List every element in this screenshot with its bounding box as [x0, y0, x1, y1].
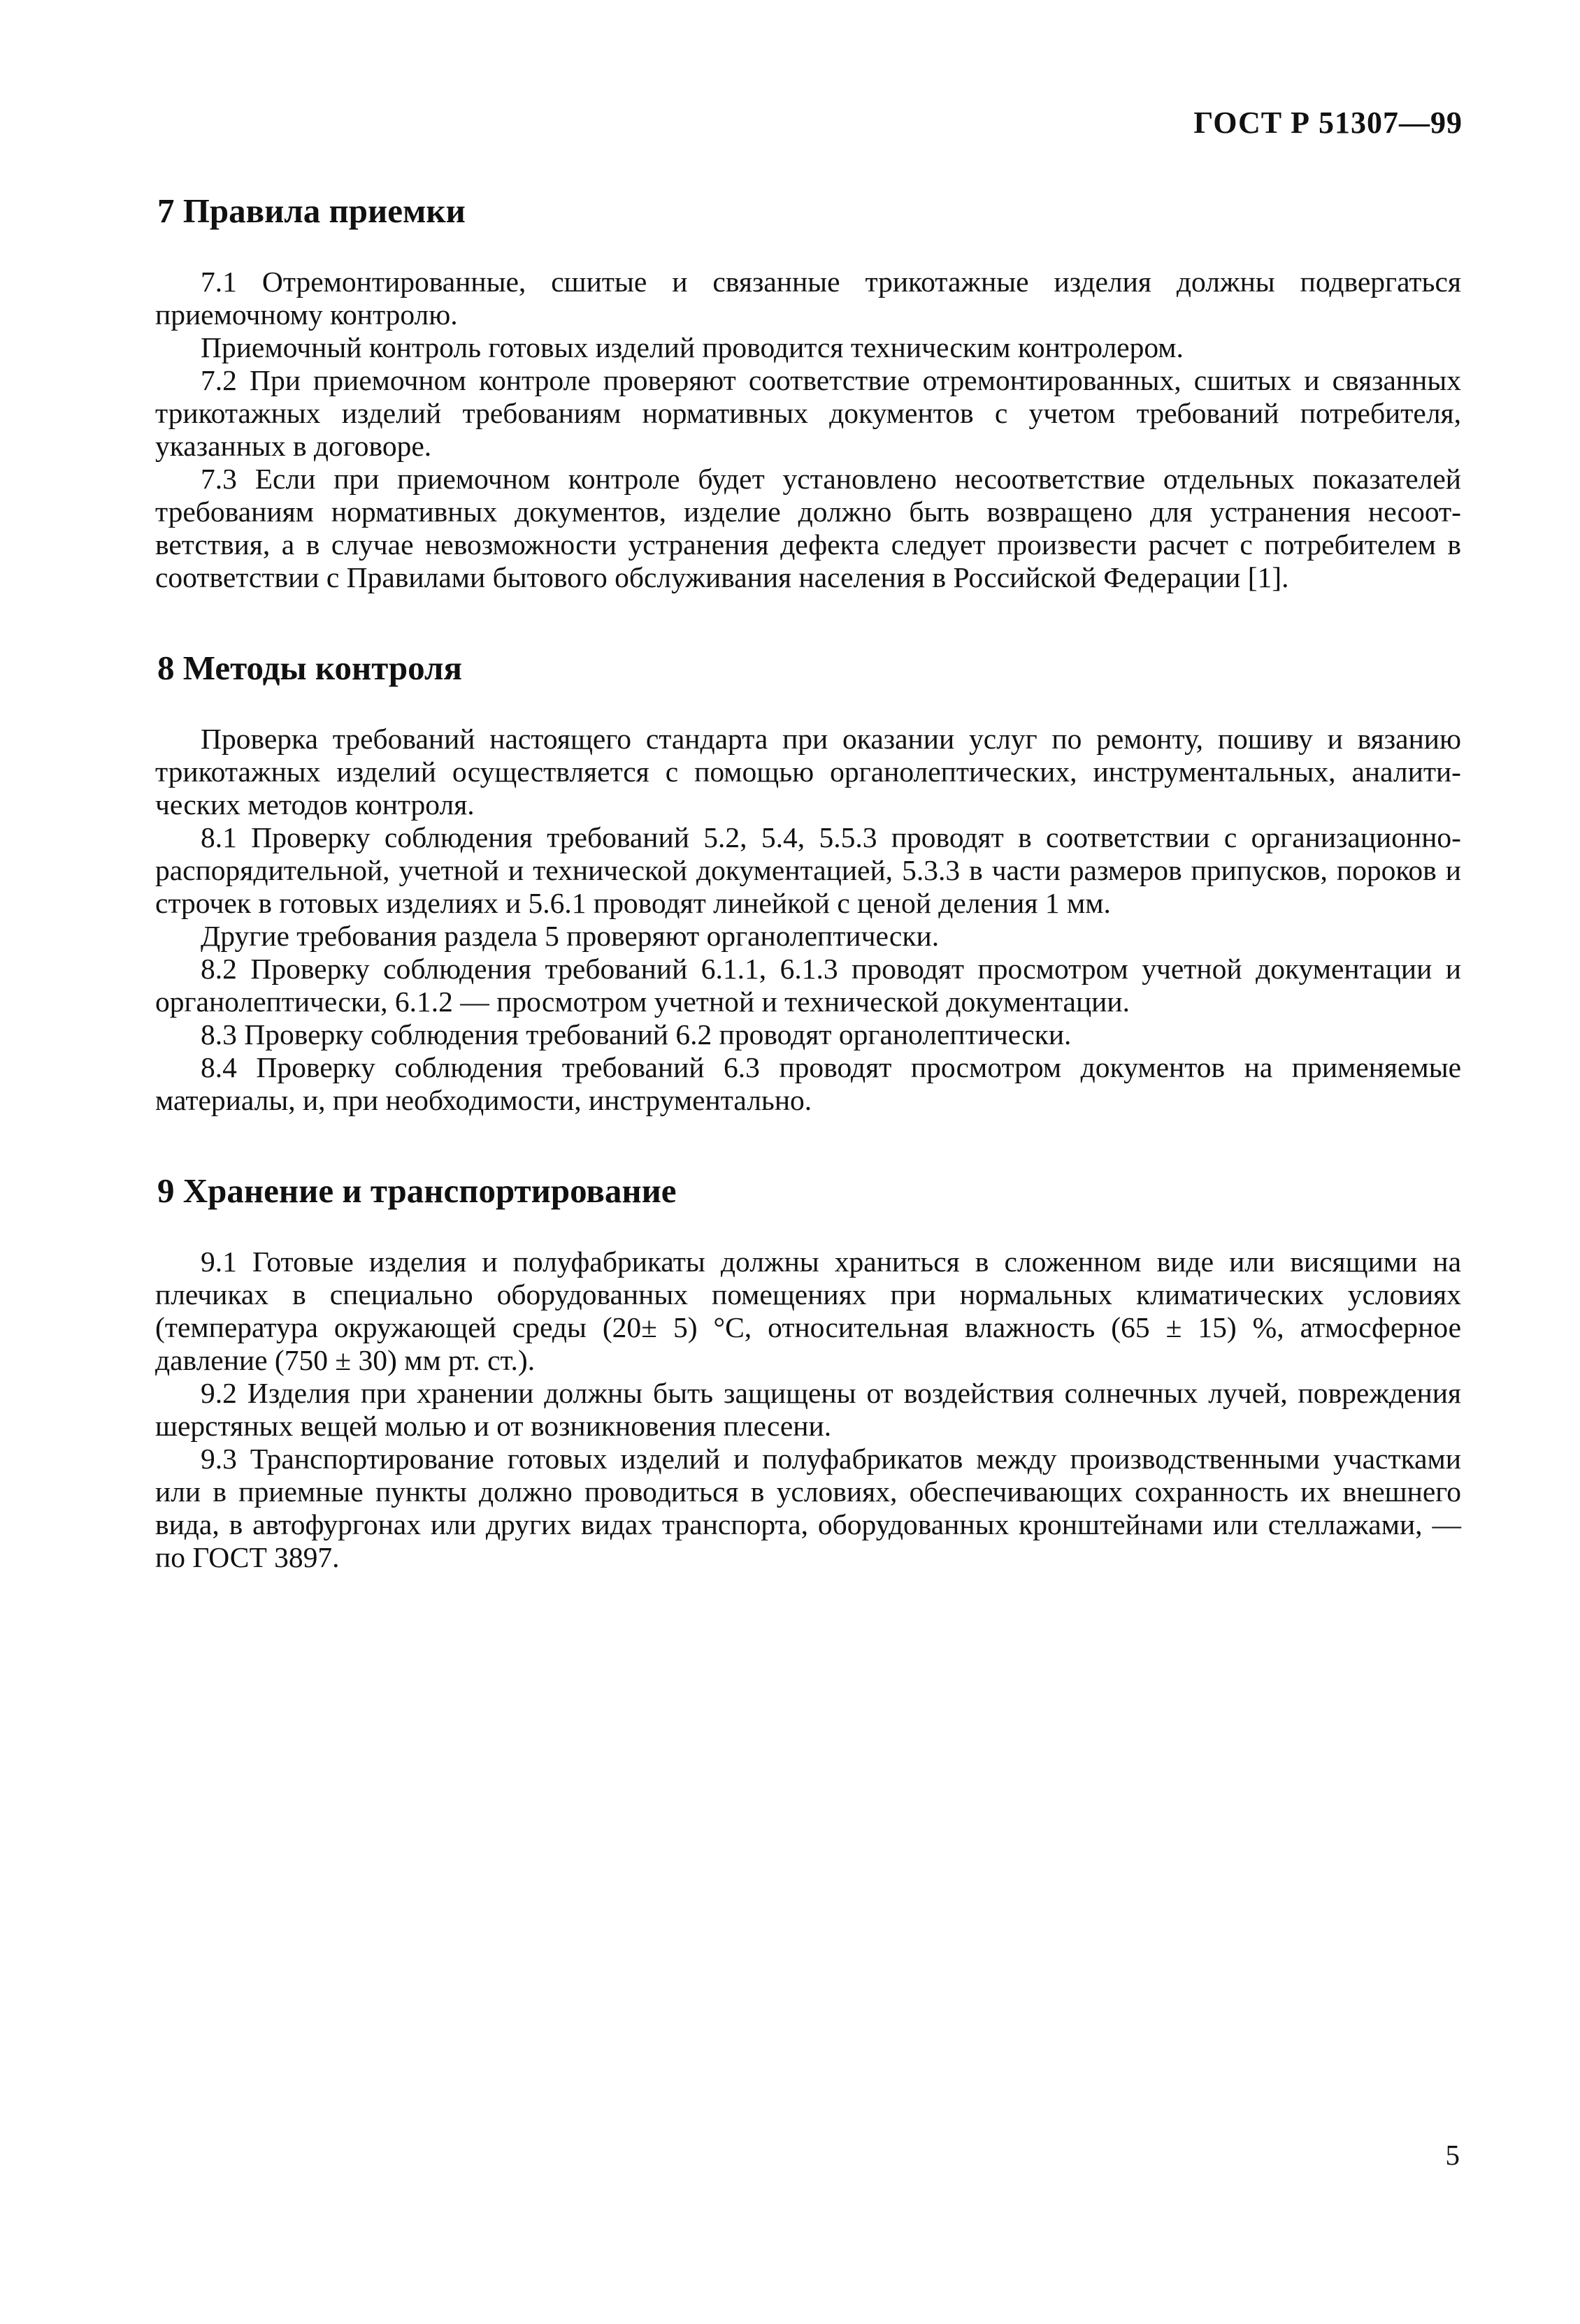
- section-acceptance-rules: [155, 183, 1461, 594]
- paragraph: 7.3 Если при приемочном контроле будет установлено несоответствие отдельных показателей требованиям нормативных документов, изделие должно быть возвращено для устранения несоответствия, а в случае невозможности устранения дефекта следует произвести расчет с потребителем в соответствии с Правилами бытового обслуживания населения в Российской Федерации [1].: [155, 463, 1461, 593]
- paragraph: 9.1 Готовые изделия и полуфабрикаты должны храниться в сложенном виде или висящими на плечиках в специально оборудованных помещениях при нормальных климатических условиях (температура окружающей среды (20± 5) °С, относительная влажность (65 ± 15) %, атмосферное давление (750 ± 30) мм рт. ст.).: [155, 1246, 1461, 1376]
- paragraph: 8.2 Проверку соблюдения требований 6.1.1, 6.1.3 проводят просмотром учетной документации и органолептически, 6.1.2 — просмотром учетной и технической документации.: [155, 953, 1461, 1018]
- section-control-methods: [155, 640, 1461, 1117]
- paragraph: 8.3 Проверку соблюдения требований 6.2 проводят органолептически.: [201, 1018, 1072, 1051]
- paragraph: Приемочный контроль готовых изделий проводится техническим контролером.: [201, 331, 1184, 363]
- paragraph: 8.1 Проверку соблюдения требований 5.2, 5.4, 5.5.3 проводят в соответствии с организационно-распорядительной, учетной и технической документацией, 5.3.3 в части размеров припусков, пороков и строчек в готовых изделиях и 5.6.1 проводят линейкой с ценой деления 1 мм.: [155, 821, 1461, 919]
- section-heading: 8 Методы контроля: [157, 649, 462, 687]
- paragraph: 9.2 Изделия при хранении должны быть защищены от воздействия солнечных лучей, повреждения шерстяных вещей молью и от возникновения плесени.: [155, 1377, 1461, 1442]
- section-storage-transport: [155, 1163, 1461, 1574]
- paragraph: Проверка требований настоящего стандарта при оказании услуг по ремонту, пошиву и вязанию трикотажных изделий осуществляется с помощью органолептических, инструментальных, аналитических методов контроля.: [155, 723, 1461, 821]
- paragraph: 7.2 При приемочном контроле проверяют соответствие отремонтированных, сшитых и связанных трикотажных изделий требованиям нормативных документов с учетом требований потребителя, указанных в договоре.: [155, 364, 1461, 462]
- paragraph: 7.1 Отремонтированные, сшитые и связанные трикотажные изделия должны подвергаться приемочному контролю.: [155, 266, 1461, 331]
- document-body: [155, 183, 1461, 1574]
- section-heading: 7 Правила приемки: [157, 192, 466, 230]
- page-number: 5: [1445, 2139, 1460, 2171]
- paragraph: 8.4 Проверку соблюдения требований 6.3 проводят просмотром документов на применяемые материалы, и, при необходимости, инструментально.: [155, 1051, 1461, 1116]
- section-heading: 9 Хранение и транспортирование: [157, 1171, 677, 1210]
- paragraph: Другие требования раздела 5 проверяют органолептически.: [201, 920, 940, 952]
- paragraph: 9.3 Транспортирование готовых изделий и полуфабрикатов между производственными участками или в приемные пункты должно проводиться в условиях, обеспечивающих сохранность их внешнего вида, в автофургонах или других видах транспорта, оборудованных кронштейнами или стеллажами, — по ГОСТ 3897.: [155, 1443, 1461, 1573]
- document-code: ГОСТ Р 51307—99: [1193, 106, 1463, 140]
